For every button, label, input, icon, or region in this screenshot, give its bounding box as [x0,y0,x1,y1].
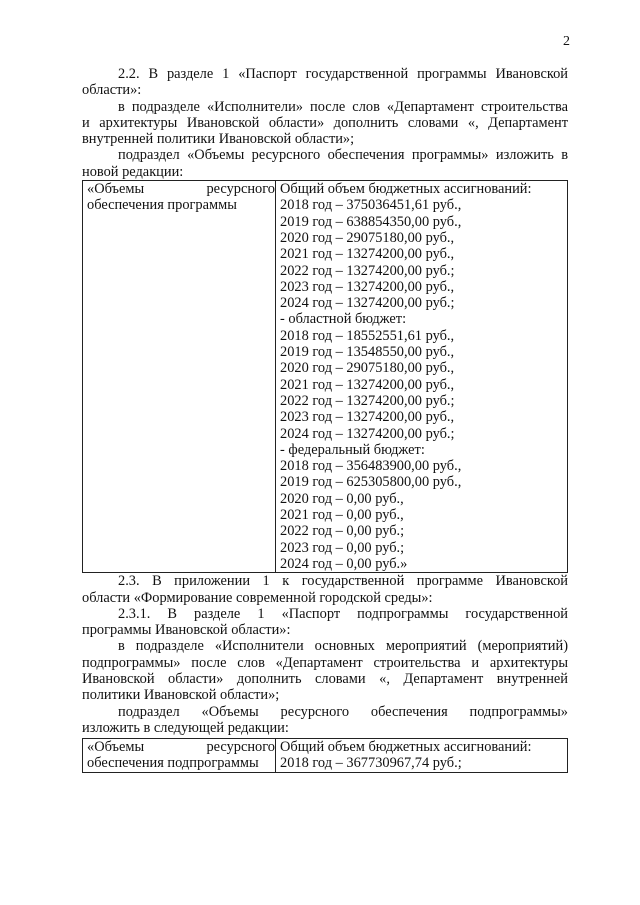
resource-table-values-cell [276,181,568,573]
values-line: 2019 год – 625305800,00 руб., [280,474,462,491]
values-line: 2020 год – 29075180,00 руб., [280,229,455,246]
values-line: - областной бюджет: [280,311,407,328]
values-line: 2022 год – 0,00 руб.; [280,523,405,540]
volumes-paragraph-line2: новой редакции: [82,163,184,180]
values-line: 2020 год – 0,00 руб., [280,490,404,507]
subprogram-executors-line4: политики Ивановской области»; [82,687,280,704]
executors-paragraph-line3: внутренней политики Ивановской области»; [82,131,355,148]
values-line: 2023 год – 13274200,00 руб., [280,409,455,426]
subprogram-executors-line2: подпрограммы» после слов «Департамент строительства и архитектуры [82,654,568,671]
values-line: 2024 год – 13274200,00 руб.; [280,295,455,312]
values-line: 2021 год – 0,00 руб., [280,507,404,524]
resource-table-subprogram [82,738,568,773]
subprogram-table-label-line2: обеспечения подпрограммы [87,755,259,772]
values-line: 2023 год – 13274200,00 руб., [280,278,455,295]
section-2-3 [82,573,568,736]
subprogram-table-label-cell [83,739,276,773]
values-line: 2018 год – 356483900,00 руб., [280,458,462,475]
values-line: 2021 год – 13274200,00 руб., [280,246,455,263]
resource-table-label-cell [83,181,276,573]
values-line: - федеральный бюджет: [280,441,425,458]
values-line: Общий объем бюджетных ассигнований: [280,739,532,756]
subprogram-executors-line3: Ивановской области» дополнить словами «, Департамент внутренней [82,670,568,687]
resource-table-label-line2: обеспечения программы [87,197,237,214]
values-line: 2020 год – 29075180,00 руб., [280,360,455,377]
values-line: 2018 год – 375036451,61 руб., [280,197,462,214]
values-line: 2022 год – 13274200,00 руб.; [280,262,455,279]
executors-paragraph-line2: и архитектуры Ивановской области» дополнить словами «, Департамент [82,114,568,131]
document-body [82,66,568,773]
values-line: 2023 год – 0,00 руб.; [280,539,405,556]
section-2-3-line2: области «Формирование современной городской среды»: [82,589,433,606]
subprogram-executors-line1: в подразделе «Исполнители основных мероприятий (мероприятий) [118,638,568,655]
section-2-3-line1: 2.3. В приложении 1 к государственной программе Ивановской [118,573,568,590]
values-line: 2018 год – 367730967,74 руб.; [280,755,462,772]
values-line: 2019 год – 13548550,00 руб., [280,344,455,361]
executors-paragraph-line1: в подразделе «Исполнители» после слов «Департамент строительства [118,98,568,115]
section-2-3-1-line1: 2.3.1. В разделе 1 «Паспорт подпрограммы государственной [118,605,568,622]
values-line: 2022 год – 13274200,00 руб.; [280,392,455,409]
section-2-3-1-line2: программы Ивановской области»: [82,622,291,639]
section-2-2-heading-line2: области»: [82,82,142,99]
values-line: 2021 год – 13274200,00 руб., [280,376,455,393]
resource-table-program [82,180,568,573]
section-2-2-heading-line1: 2.2. В разделе 1 «Паспорт государственной программы Ивановской [118,66,568,82]
values-line: 2024 год – 0,00 руб.» [280,555,408,572]
subprogram-volumes-line2: изложить в следующей редакции: [82,719,289,736]
resource-table-label-line1: «Объемы ресурсного [87,181,275,198]
values-line: Общий объем бюджетных ассигнований: [280,181,532,198]
subprogram-table-label-line1: «Объемы ресурсного [87,739,275,756]
page-number: 2 [563,34,570,49]
subprogram-volumes-line1: подраздел «Объемы ресурсного обеспечения подпрограммы» [118,703,568,720]
subprogram-table-values-cell [276,739,568,773]
section-2-2 [82,66,568,180]
values-line: 2024 год – 13274200,00 руб.; [280,425,455,442]
values-line: 2018 год – 18552551,61 руб., [280,327,455,344]
values-line: 2019 год – 638854350,00 руб., [280,213,462,230]
volumes-paragraph-line1: подраздел «Объемы ресурсного обеспечения программы» изложить в [118,147,568,164]
